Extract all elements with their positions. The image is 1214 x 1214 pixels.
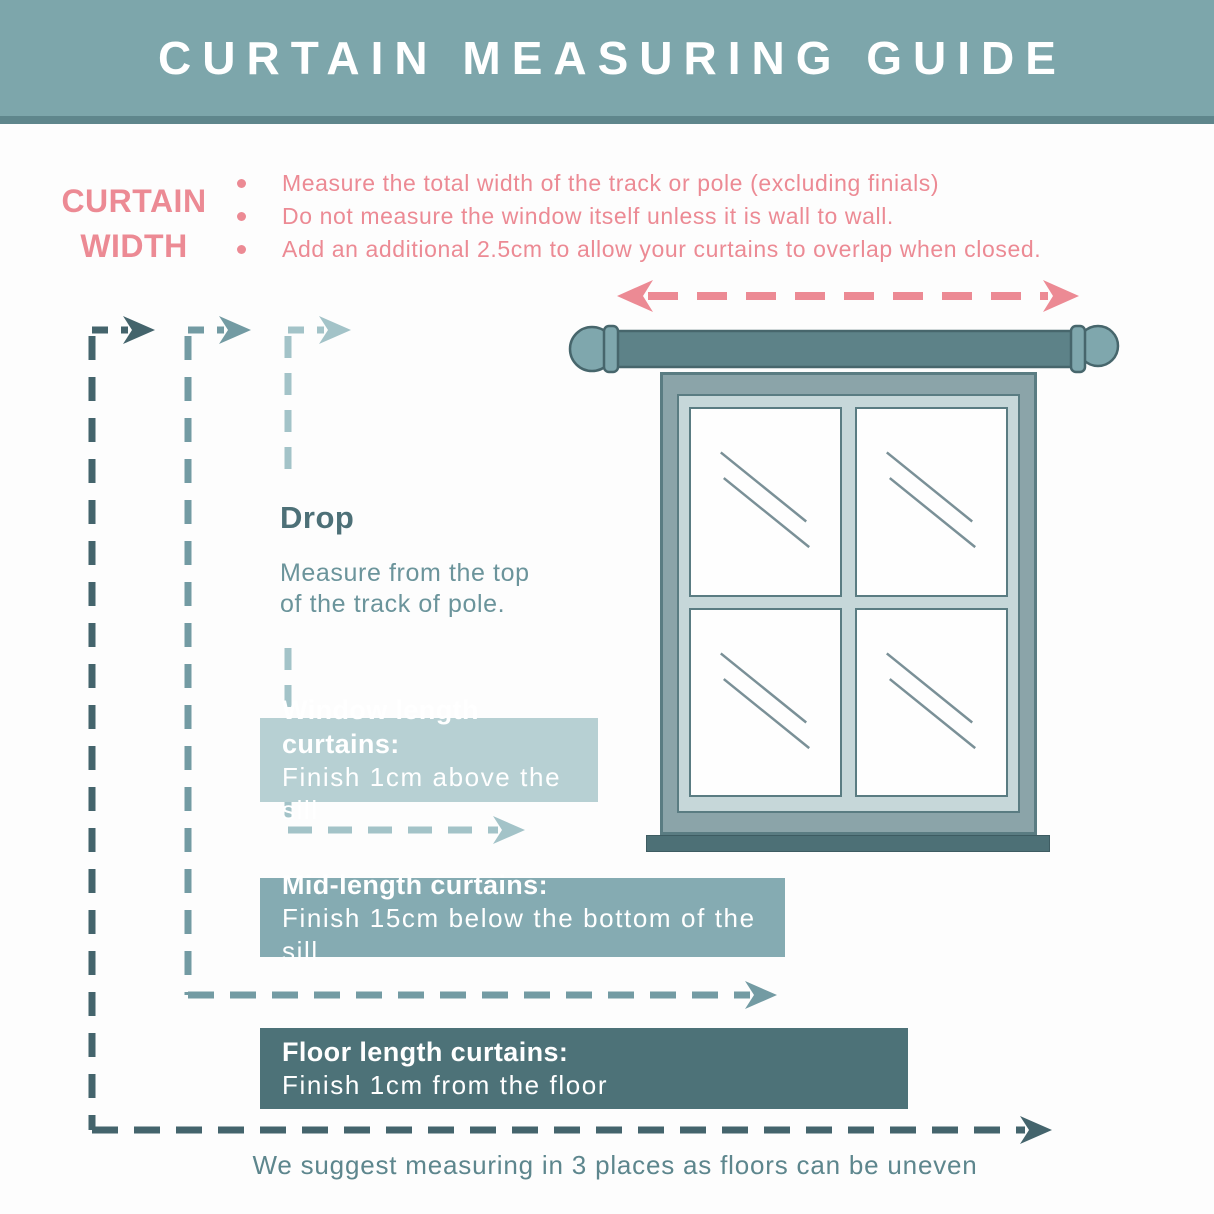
bullet-text: Add an additional 2.5cm to allow your curtains to overlap when closed.	[282, 236, 1042, 262]
floor-length-box	[260, 1028, 908, 1109]
pole-finial-left	[570, 327, 614, 371]
window-inner-frame	[677, 394, 1020, 813]
pane-reflection-icon	[691, 409, 840, 595]
bullet-item	[237, 233, 1197, 266]
window-pane	[855, 608, 1008, 798]
pole-cap-left	[604, 326, 618, 372]
window-length-title: Window length curtains:	[282, 695, 479, 759]
curtain-width-label	[50, 179, 218, 269]
window-pane	[689, 608, 842, 798]
mid-length-subtitle: Finish 15cm below the bottom of the sill	[282, 902, 756, 966]
drop-title: Drop	[280, 500, 355, 535]
mid-length-title: Mid-length curtains:	[282, 869, 548, 900]
curtain-pole	[570, 326, 1118, 372]
pole-bar	[617, 331, 1075, 367]
drop-description-line2: of the track of pole.	[280, 590, 506, 618]
curtain-width-label-line1: CURTAIN	[61, 183, 207, 219]
curtain-width-label-line2: WIDTH	[80, 228, 188, 264]
window-pane	[689, 407, 842, 597]
width-bullet-list	[237, 167, 1197, 266]
mid-length-box	[260, 869, 785, 966]
page-title: CURTAIN MEASURING GUIDE	[158, 32, 1067, 84]
pole-cap-right	[1071, 326, 1085, 372]
pane-reflection-icon	[691, 610, 840, 796]
pole-finial-right	[1078, 326, 1118, 366]
drop-description	[280, 558, 530, 620]
header-divider	[0, 116, 1214, 124]
bullet-text: Do not measure the window itself unless it is wall to wall.	[282, 203, 894, 229]
window-illustration	[660, 372, 1037, 835]
pane-reflection-icon	[857, 610, 1006, 796]
pane-reflection-icon	[857, 409, 1006, 595]
bullet-item	[237, 200, 1197, 233]
bullet-dot-icon	[237, 179, 246, 188]
window-sill	[646, 835, 1050, 852]
header-banner	[0, 0, 1214, 116]
drop-description-line1: Measure from the top	[280, 559, 530, 587]
bullet-text: Measure the total width of the track or pole (excluding finials)	[282, 170, 940, 196]
window-length-subtitle: Finish 1cm above the sill	[282, 762, 562, 825]
bullet-dot-icon	[237, 212, 246, 221]
bullet-dot-icon	[237, 245, 246, 254]
footer-note: We suggest measuring in 3 places as floors can be uneven	[252, 1150, 978, 1180]
window-panes	[689, 407, 1008, 797]
window-length-box	[260, 695, 598, 825]
window-pane	[855, 407, 1008, 597]
floor-length-subtitle: Finish 1cm from the floor	[282, 1070, 609, 1100]
bullet-item	[237, 167, 1197, 200]
floor-length-title: Floor length curtains:	[282, 1037, 569, 1067]
